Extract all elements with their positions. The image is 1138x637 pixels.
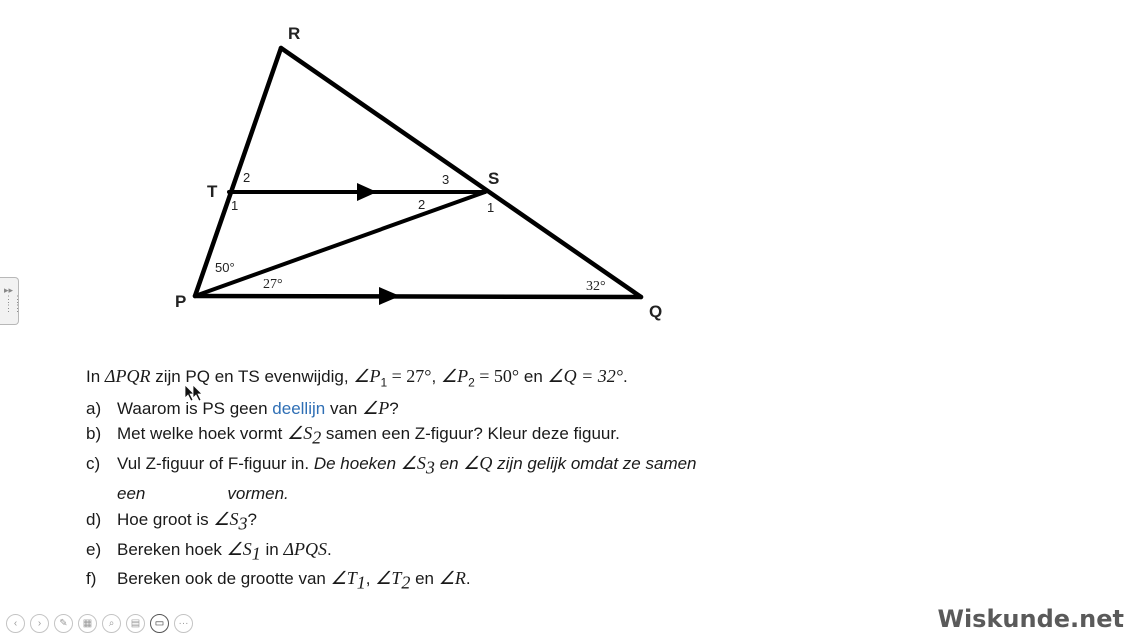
question-text: ? xyxy=(247,509,257,529)
angle-value-p1: 27° xyxy=(263,277,283,292)
line-pr xyxy=(195,48,281,296)
point-label-r: R xyxy=(288,24,301,43)
math-angle: ∠S xyxy=(400,453,426,474)
question-f xyxy=(86,566,846,596)
question-text-italic: zijn gelijk omdat ze samen xyxy=(492,454,697,474)
pen-icon[interactable]: ✎ xyxy=(54,614,73,633)
side-panel-handle[interactable] xyxy=(0,277,22,325)
question-text: samen een Z-figuur? Kleur deze figuur. xyxy=(321,424,620,444)
line-pq xyxy=(195,296,641,297)
math-sub: 2 xyxy=(312,427,322,448)
intro-angle-q: ∠Q = 32° xyxy=(547,366,623,386)
point-label-s: S xyxy=(488,169,500,188)
line-ps xyxy=(195,192,485,296)
question-letter: c) xyxy=(86,454,101,474)
parallel-arrow-pq xyxy=(379,287,400,305)
question-text-italic: een xyxy=(117,484,146,504)
question-text: en xyxy=(410,569,439,589)
intro-end: . xyxy=(622,367,628,386)
math-triangle: ΔPQS xyxy=(283,538,328,559)
math-angle: ∠T xyxy=(330,568,357,589)
line-rq xyxy=(281,48,641,297)
question-text: in xyxy=(260,539,284,559)
point-label-p: P xyxy=(175,292,187,311)
question-text-italic: De hoeken xyxy=(313,454,401,474)
math-sub: 1 xyxy=(251,542,261,563)
question-letter: a) xyxy=(86,398,102,418)
question-text: Vul Z-figuur of F-figuur in. xyxy=(117,454,314,474)
highlighter-icon[interactable]: ▦ xyxy=(78,614,97,633)
question-d xyxy=(86,507,846,537)
intro-angle-p2: ∠P xyxy=(440,366,469,386)
camera-icon[interactable]: ▭ xyxy=(150,614,169,633)
question-letter: e) xyxy=(86,539,102,559)
question-text: Bereken hoek xyxy=(117,539,227,559)
back-icon[interactable]: ‹ xyxy=(6,614,25,633)
slides-icon[interactable]: ▤ xyxy=(126,614,145,633)
angle-number-t1: 1 xyxy=(231,198,239,213)
triangle-diagram xyxy=(0,0,700,340)
math-sub: 2 xyxy=(401,572,411,593)
question-text: ? xyxy=(389,398,399,418)
intro-angle-p2-sub: 2 xyxy=(468,375,475,390)
question-e xyxy=(86,537,846,567)
math-angle: ∠S xyxy=(213,508,239,529)
more-icon[interactable]: ··· xyxy=(174,614,193,633)
question-letter: b) xyxy=(86,424,102,444)
question-c-line2 xyxy=(86,481,846,507)
angle-value-p2: 50° xyxy=(215,260,235,275)
question-letter: f) xyxy=(86,569,97,589)
question-b xyxy=(86,421,846,451)
math-sub: 3 xyxy=(238,513,248,534)
angle-value-q: 32° xyxy=(586,279,606,294)
point-label-t: T xyxy=(207,182,218,201)
parallel-arrow-ts xyxy=(357,183,377,201)
intro-angle-p2-value: = 50° xyxy=(474,366,520,386)
question-text: . xyxy=(327,539,332,559)
grip-icon: ▸▸ ⋮⋮ ⋮⋮ xyxy=(4,285,22,313)
point-label-q: Q xyxy=(649,302,663,321)
intro-sep1: , xyxy=(431,367,441,386)
question-text: Waarom is PS geen xyxy=(117,398,273,418)
intro-sep2: en xyxy=(519,367,548,386)
math-angle: ∠Q xyxy=(463,453,493,474)
angle-number-s1: 1 xyxy=(487,200,495,215)
question-c xyxy=(86,451,846,481)
brand-logo: Wiskunde.net xyxy=(937,605,1124,633)
question-text: Met welke hoek vormt xyxy=(117,424,288,444)
intro-angle-p1: ∠P xyxy=(353,366,381,386)
angle-number-t2: 2 xyxy=(243,170,251,185)
zoom-icon[interactable]: ⌕ xyxy=(102,614,121,633)
question-text: van xyxy=(325,398,363,418)
intro-mid: zijn PQ en TS evenwijdig, xyxy=(150,367,354,386)
question-text: , xyxy=(365,569,376,589)
mouse-cursor-icon xyxy=(184,384,206,402)
question-text-italic: en xyxy=(434,454,464,474)
question-text: Hoe groot is xyxy=(117,509,214,529)
math-angle: ∠R xyxy=(438,568,466,589)
math-angle: ∠S xyxy=(226,538,252,559)
intro-angle-p1-sub: 1 xyxy=(380,375,388,390)
question-text: Bereken ook de grootte van xyxy=(117,569,331,589)
question-letter: d) xyxy=(86,509,102,529)
question-text: . xyxy=(465,569,471,589)
intro-angle-p1-value: = 27° xyxy=(387,366,432,386)
angle-number-s2: 2 xyxy=(418,197,426,212)
presentation-toolbar xyxy=(6,614,193,633)
deellijn-link[interactable]: deellijn xyxy=(272,398,326,418)
math-sub: 1 xyxy=(356,572,366,593)
math-angle: ∠T xyxy=(375,568,402,589)
math-sub: 3 xyxy=(425,457,435,478)
question-text-italic: vormen. xyxy=(227,484,289,504)
math-angle: ∠S xyxy=(287,423,313,444)
math-angle: ∠P xyxy=(362,397,390,418)
intro-pre: In xyxy=(86,367,105,386)
intro-triangle: ΔPQR xyxy=(104,366,151,386)
angle-number-s3: 3 xyxy=(442,172,450,187)
forward-icon[interactable]: › xyxy=(30,614,49,633)
